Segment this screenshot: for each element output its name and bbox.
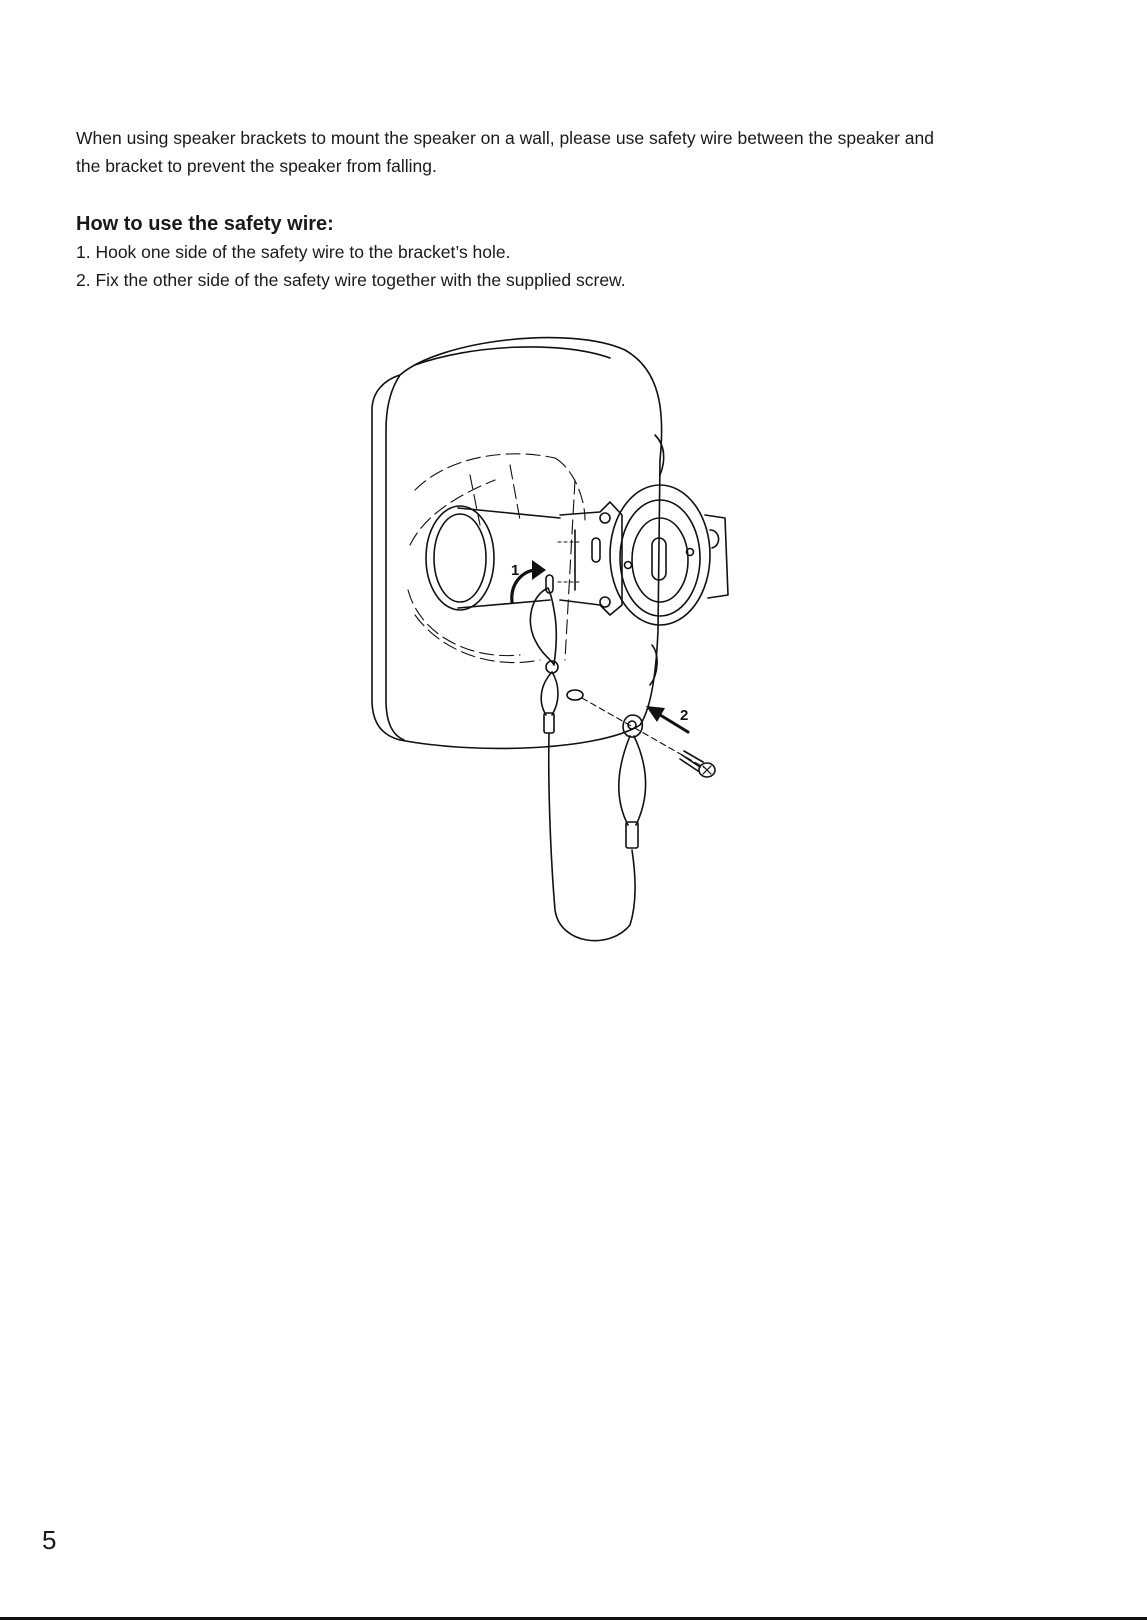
speaker-cabinet [372,338,662,749]
step-1: 1. Hook one side of the safety wire to the bracket’s hole. [76,242,511,262]
callout-2-label: 2 [680,707,689,724]
intro-line-2: the bracket to prevent the speaker from falling. [76,156,437,176]
safety-wire-cable [549,733,635,941]
safety-wire-upper-loop [530,588,556,665]
speaker-safety-wire-illustration [360,330,760,980]
intro-paragraph [76,124,1076,180]
steps-list [76,238,626,294]
page-number: 5 [42,1525,57,1555]
section-title: How to use the safety wire: [76,213,334,235]
arrow-2-head [646,706,665,722]
callout-1-label: 1 [511,562,520,579]
arrow-1-head [532,560,546,580]
intro-line-1: When using speaker brackets to mount the speaker on a wall, please use safety wire between the speaker and [76,128,934,148]
step-2: 2. Fix the other side of the safety wire together with the supplied screw. [76,270,626,290]
